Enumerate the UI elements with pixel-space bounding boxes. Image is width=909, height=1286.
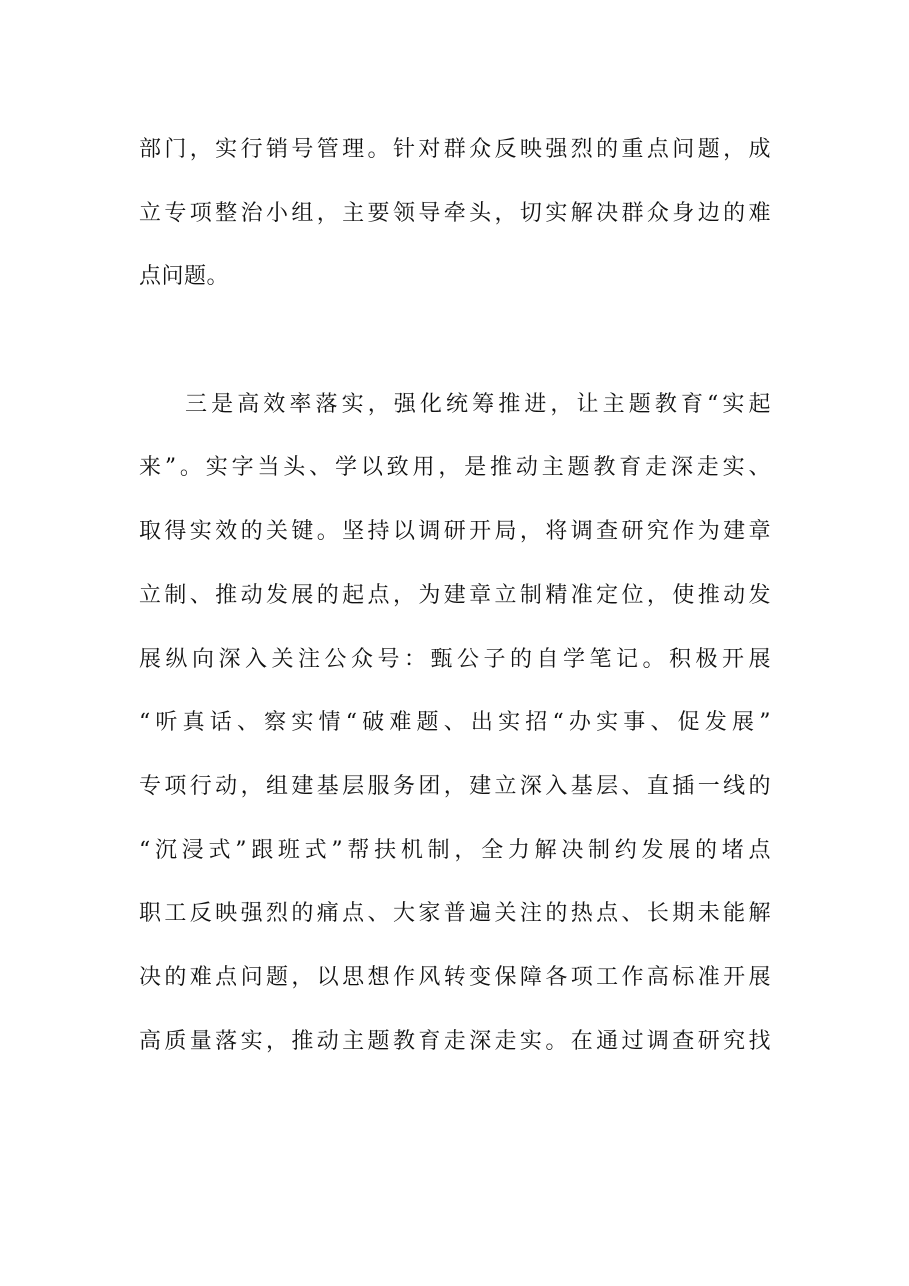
text-line: 立制、推动发展的起点，为建章立制精准定位，使推动发 — [139, 582, 771, 608]
text-line: 决的难点问题，以思想作风转变保障各项工作高标准开展 — [139, 964, 771, 990]
text-line: 来”。实字当头、学以致用，是推动主题教育走深走实、 — [139, 455, 771, 481]
text-line: 专项行动，组建基层服务团，建立深入基层、直插一线的 — [139, 773, 771, 799]
text-line: “听真话、察实情“破难题、出实招“办实事、促发展” — [139, 710, 771, 736]
text-line: 部门，实行销号管理。针对群众反映强烈的重点问题，成 — [139, 137, 771, 162]
text-line: 点问题。 — [139, 264, 230, 290]
text-line: 职工反映强烈的痛点、大家普遍关注的热点、长期未能解 — [139, 901, 771, 927]
text-line: 展纵向深入关注公众号：甄公子的自学笔记。积极开展 — [139, 646, 771, 672]
text-line: 高质量落实，推动主题教育走深走实。在通过调查研究找 — [139, 1028, 771, 1054]
text-line: “沉浸式”跟班式”帮扶机制，全力解决制约发展的堵点 — [139, 837, 771, 863]
text-line: 取得实效的关键。坚持以调研开局，将调查研究作为建章 — [139, 519, 771, 545]
text-line: 立专项整治小组，主要领导牵头，切实解决群众身边的难 — [139, 200, 771, 226]
body-text — [139, 118, 771, 1073]
text-line: 三是高效率落实，强化统筹推进，让主题教育“实起 — [185, 391, 771, 417]
paragraph-gap — [139, 309, 771, 373]
